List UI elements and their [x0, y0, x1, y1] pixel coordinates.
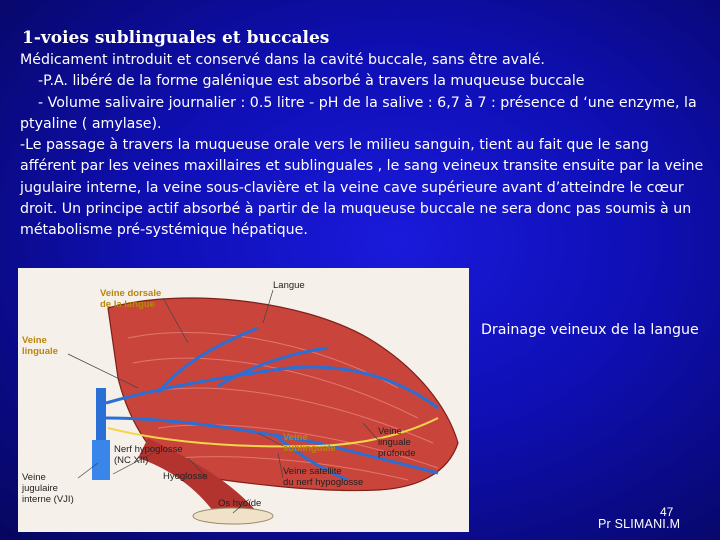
- label-nerf-hypoglosse-2: (NC XII): [114, 455, 149, 466]
- page-number: 47: [660, 505, 674, 519]
- figure-caption: Drainage veineux de la langue: [481, 322, 699, 338]
- label-veine-sublinguale-2: sublinguale: [283, 443, 336, 454]
- saliva-text: - Volume salivaire journalier : 0.5 litre - pH de la salive : 6,7 à 7 : présence d ‘une enzyme, la ptyaline ( amylase).: [20, 94, 697, 132]
- label-veine-sublinguale-1: Veine: [283, 432, 308, 443]
- label-veine-jugulaire-3: interne (VJI): [22, 494, 74, 505]
- jugular-vein-top: [96, 388, 106, 443]
- label-veine-satellite-1: Veine satellite: [283, 466, 342, 477]
- label-veine-satellite-2: du nerf hypoglosse: [283, 477, 364, 488]
- label-hyoglosse: Hyoglosse: [163, 471, 208, 482]
- label-veine-linguale-1: Veine: [22, 335, 47, 346]
- label-veine-profonde-1: Veine: [378, 426, 402, 437]
- slide-title: 1-voies sublinguales et buccales: [22, 28, 330, 48]
- intro-paragraph: Médicament introduit et conservé dans la cavité buccale, sans être avalé.: [20, 52, 545, 68]
- absorption-paragraph: -P.A. libéré de la forme galénique est absorbé à travers la muqueuse buccale: [38, 73, 585, 90]
- slide-body: [20, 50, 708, 242]
- hyoid-bone: [193, 508, 273, 524]
- label-veine-dorsale-1: Veine dorsale: [100, 288, 162, 299]
- label-os-hyoide: Os hyoïde: [218, 498, 262, 509]
- jugular-vein-bottom: [92, 440, 110, 480]
- label-veine-profonde-3: profonde: [378, 448, 416, 459]
- tongue-venous-drainage-figure: [18, 268, 469, 532]
- author-credit: Pr SLIMANI.M: [598, 517, 681, 531]
- label-veine-profonde-2: linguale: [378, 437, 411, 448]
- anatomy-illustration: [18, 268, 469, 532]
- saliva-paragraph: [20, 93, 708, 136]
- label-veine-linguale-2: linguale: [22, 346, 58, 357]
- label-langue: Langue: [273, 280, 305, 291]
- blood-passage-paragraph: -Le passage à travers la muqueuse orale vers le milieu sanguin, tient au fait que le sang afférent par les veines maxillaires et sublinguales , le sang veineux transite ensuite par la veine jugulaire interne, la veine sous-clavière et la veine cave supérieure avant d’atteindre le cœur droit. Un principe actif absorbé à partir de la muqueuse buccale ne sera donc pas soumis à un métabolisme pré-systémique hépatique.: [20, 137, 704, 239]
- label-veine-dorsale-2: de la langue: [100, 299, 155, 310]
- label-veine-jugulaire-2: jugulaire: [22, 483, 58, 494]
- label-nerf-hypoglosse-1: Nerf hypoglosse: [114, 444, 183, 455]
- label-veine-jugulaire-1: Veine: [22, 472, 46, 483]
